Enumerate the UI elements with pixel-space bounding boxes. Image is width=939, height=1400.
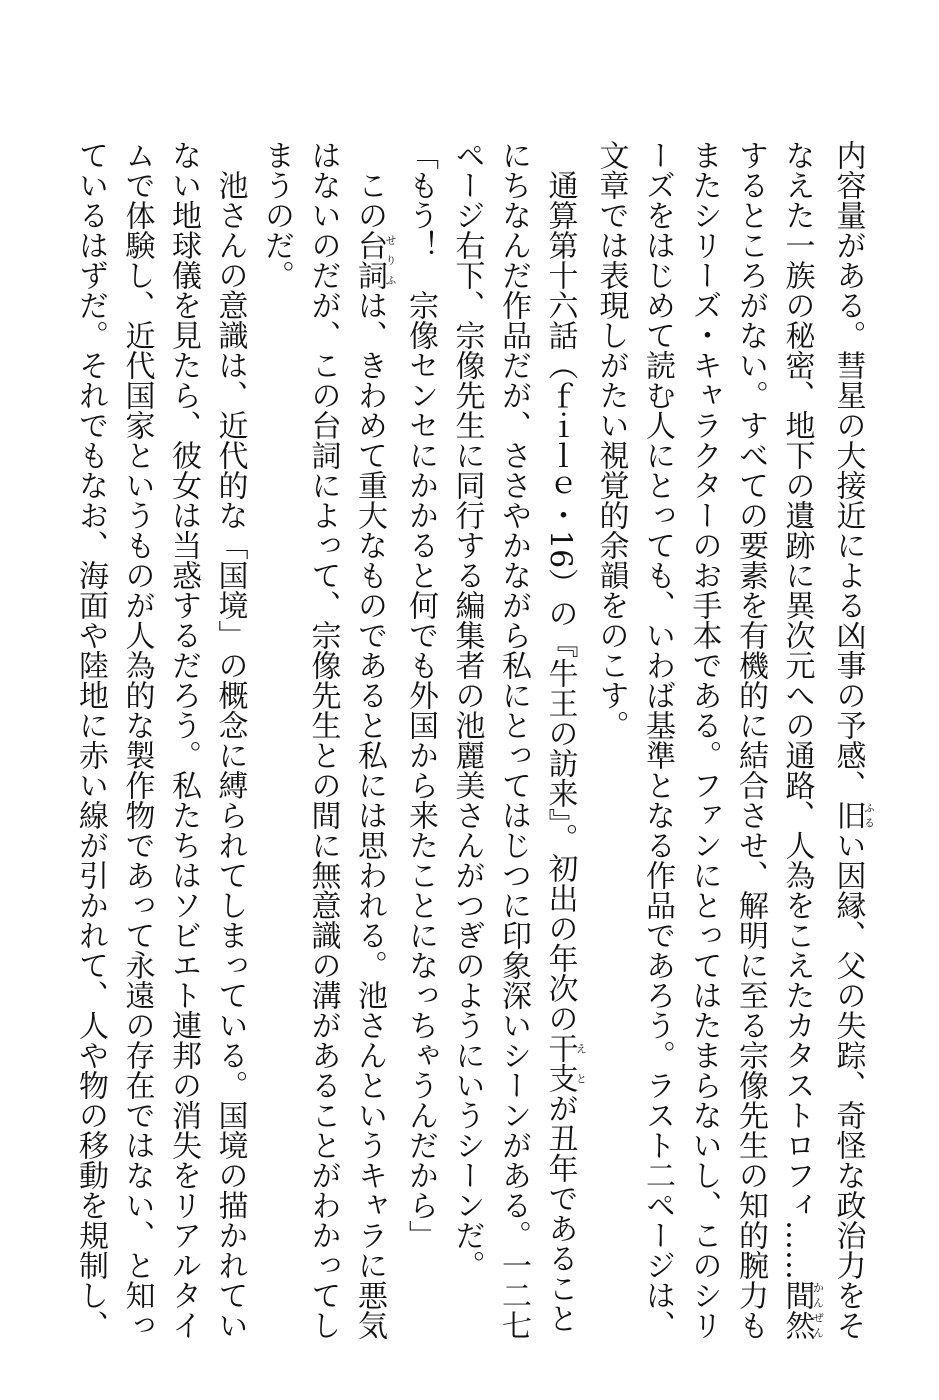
text-line [824, 140, 876, 1340]
text-line [113, 140, 160, 1340]
ruby-annotation [542, 1033, 588, 1094]
text-segment: い因縁、父の失踪、奇怪な政治力をそ [830, 830, 866, 1340]
text-line [299, 140, 346, 1340]
ruby-reading: せりふ [384, 230, 397, 290]
text-segment: は、きわめて重大なものであると私には思われる。池さんというキャラに悪気 [352, 290, 387, 1340]
text-line [253, 140, 300, 1320]
vertical-text-body [67, 140, 876, 1340]
text-line [536, 140, 588, 1334]
text-line [587, 140, 634, 1320]
text-segment: ページ右下、宗像先生に同行する編集者の池麗美さんがつぎのようにいうシーンだ。 [449, 140, 485, 1280]
ruby-annotation [830, 800, 876, 830]
ruby-reading: えと [574, 1033, 588, 1094]
text-segment: はないのだが、この台詞によって、宗像先生との間に無意識の溝があることがわかってし [305, 140, 341, 1340]
ruby-annotation [779, 1280, 825, 1340]
text-line [634, 140, 681, 1340]
text-segment: ているはずだ。それでもなお、海面や陸地に赤い線が引かれて、人や物の移動を規制し、 [73, 140, 108, 1340]
text-segment: この [352, 140, 387, 230]
ruby-base-text: 旧 [830, 800, 866, 830]
text-segment: ーズをはじめて読む人にとっても、いわば基準となる作品であろう。ラスト二ページは、 [640, 140, 675, 1340]
text-line [490, 140, 537, 1340]
ruby-annotation [352, 230, 397, 290]
text-line [397, 140, 444, 1320]
text-segment: 「もう！ 宗像センセにかかると何でも外国から来たことになっちゃうんだから」 [403, 140, 438, 1250]
text-segment: 池さんの意識は、近代的な「国境」の概念に縛られてしまっている。国境の描かれてい [212, 140, 248, 1340]
ruby-reading: ふる [862, 800, 876, 830]
ruby-base-text: 台詞 [352, 230, 387, 290]
text-segment: 通算第十六話（ｆｉｌｅ・16）の『牛王の訪来』。初出の年次の [542, 140, 578, 1034]
text-segment: が丑年であること [542, 1093, 578, 1334]
text-line [443, 140, 490, 1320]
text-line [727, 140, 774, 1340]
ruby-reading: かんぜん [811, 1280, 825, 1340]
text-line [680, 140, 727, 1340]
text-segment: なえた一族の秘密、地下の遺跡に異次元への通路、人為をこえたカタストロフィ…… [779, 140, 815, 1280]
text-segment: にちなんだ作品だが、ささやかながら私にとってはじつに印象深いシーンがある。一二七 [496, 140, 531, 1340]
text-segment: ない地球儀を見たら、彼女は当惑するだろう。私たちはソビエト連邦の消失をリアルタイ [166, 140, 201, 1340]
text-line [773, 140, 825, 1340]
text-segment: またシリーズ・キャラクターのお手本である。ファンにとってはたまらないし、このシリ [686, 140, 722, 1340]
ruby-base-text: 間然 [779, 1280, 815, 1340]
text-segment: 文章では表現しがたい視覚的余韻をのこす。 [593, 140, 629, 740]
text-segment: 内容量がある。彗星の大接近による凶事の予感、 [830, 140, 866, 800]
text-segment: まうのだ。 [259, 140, 294, 290]
ruby-base-text: 干支 [542, 1033, 578, 1094]
text-line [67, 140, 114, 1340]
text-line [206, 140, 253, 1340]
text-segment: ムで体験し、近代国家というものが人為的な製作物であって永遠の存在ではない、と知っ [119, 140, 155, 1340]
text-line [346, 140, 397, 1340]
text-segment: するところがない。すべての要素を有機的に結合させ、解明に至る宗像先生の知的腕力も [733, 140, 768, 1340]
text-line [160, 140, 207, 1340]
